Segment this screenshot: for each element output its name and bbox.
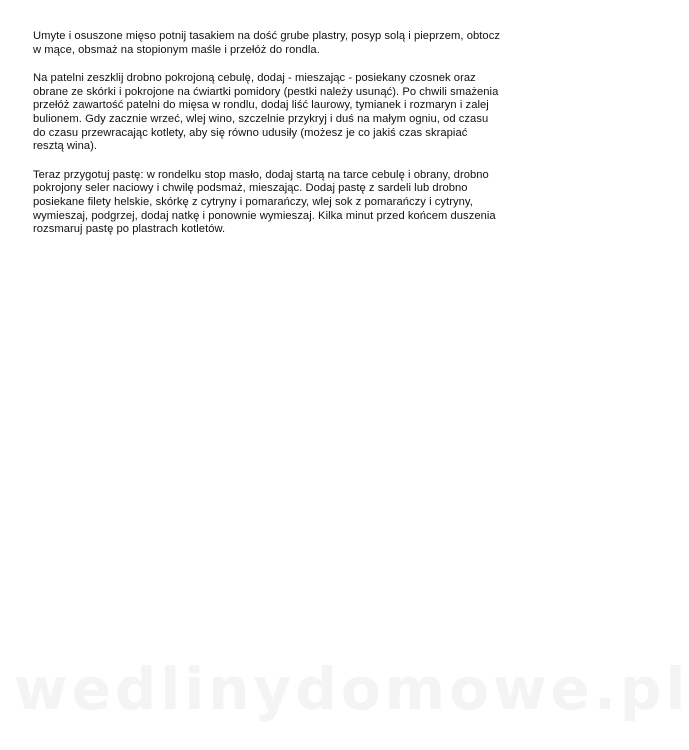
document-body (33, 30, 501, 252)
paragraph-1: Umyte i osuszone mięso potnij tasakiem na dość grube plastry, posyp solą i pieprzem, obtocz w mące, obsmaż na stopionym maśle i przełóż do rondla. (33, 30, 500, 56)
watermark-text: wedlinydomowe.pl (14, 655, 689, 723)
paragraph-2: Na patelni zeszklij drobno pokrojoną cebulę, dodaj - mieszając - posiekany czosnek oraz obrane ze skórki i pokrojone na ćwiartki pomidory (pestki należy usunąć). Po chwili smażenia przełóż zawartość patelni do mięsa w rondlu, dodaj liść laurowy, tymianek i rozmaryn i zalej bulionem. Gdy zacznie wrzeć, wlej wino, szczelnie przykryj i duś na małym ogniu, od czasu do czasu przewracając kotlety, aby się równo udusiły (możesz je co jakiś czas skrapiać resztą wina). (33, 72, 499, 153)
paragraph-3: Teraz przygotuj pastę: w rondelku stop masło, dodaj startą na tarce cebulę i obrany, drobno pokrojony seler naciowy i chwilę podsmaż, mieszając. Dodaj pastę z sardeli lub drobno posiekane filety helskie, skórkę z cytryny i pomarańczy, wlej sok z pomarańczy i cytryny, wymieszaj, podgrzej, dodaj natkę i ponownie wymieszaj. Kilka minut przed końcem duszenia rozsmaruj pastę po plastrach kotletów. (33, 168, 496, 236)
